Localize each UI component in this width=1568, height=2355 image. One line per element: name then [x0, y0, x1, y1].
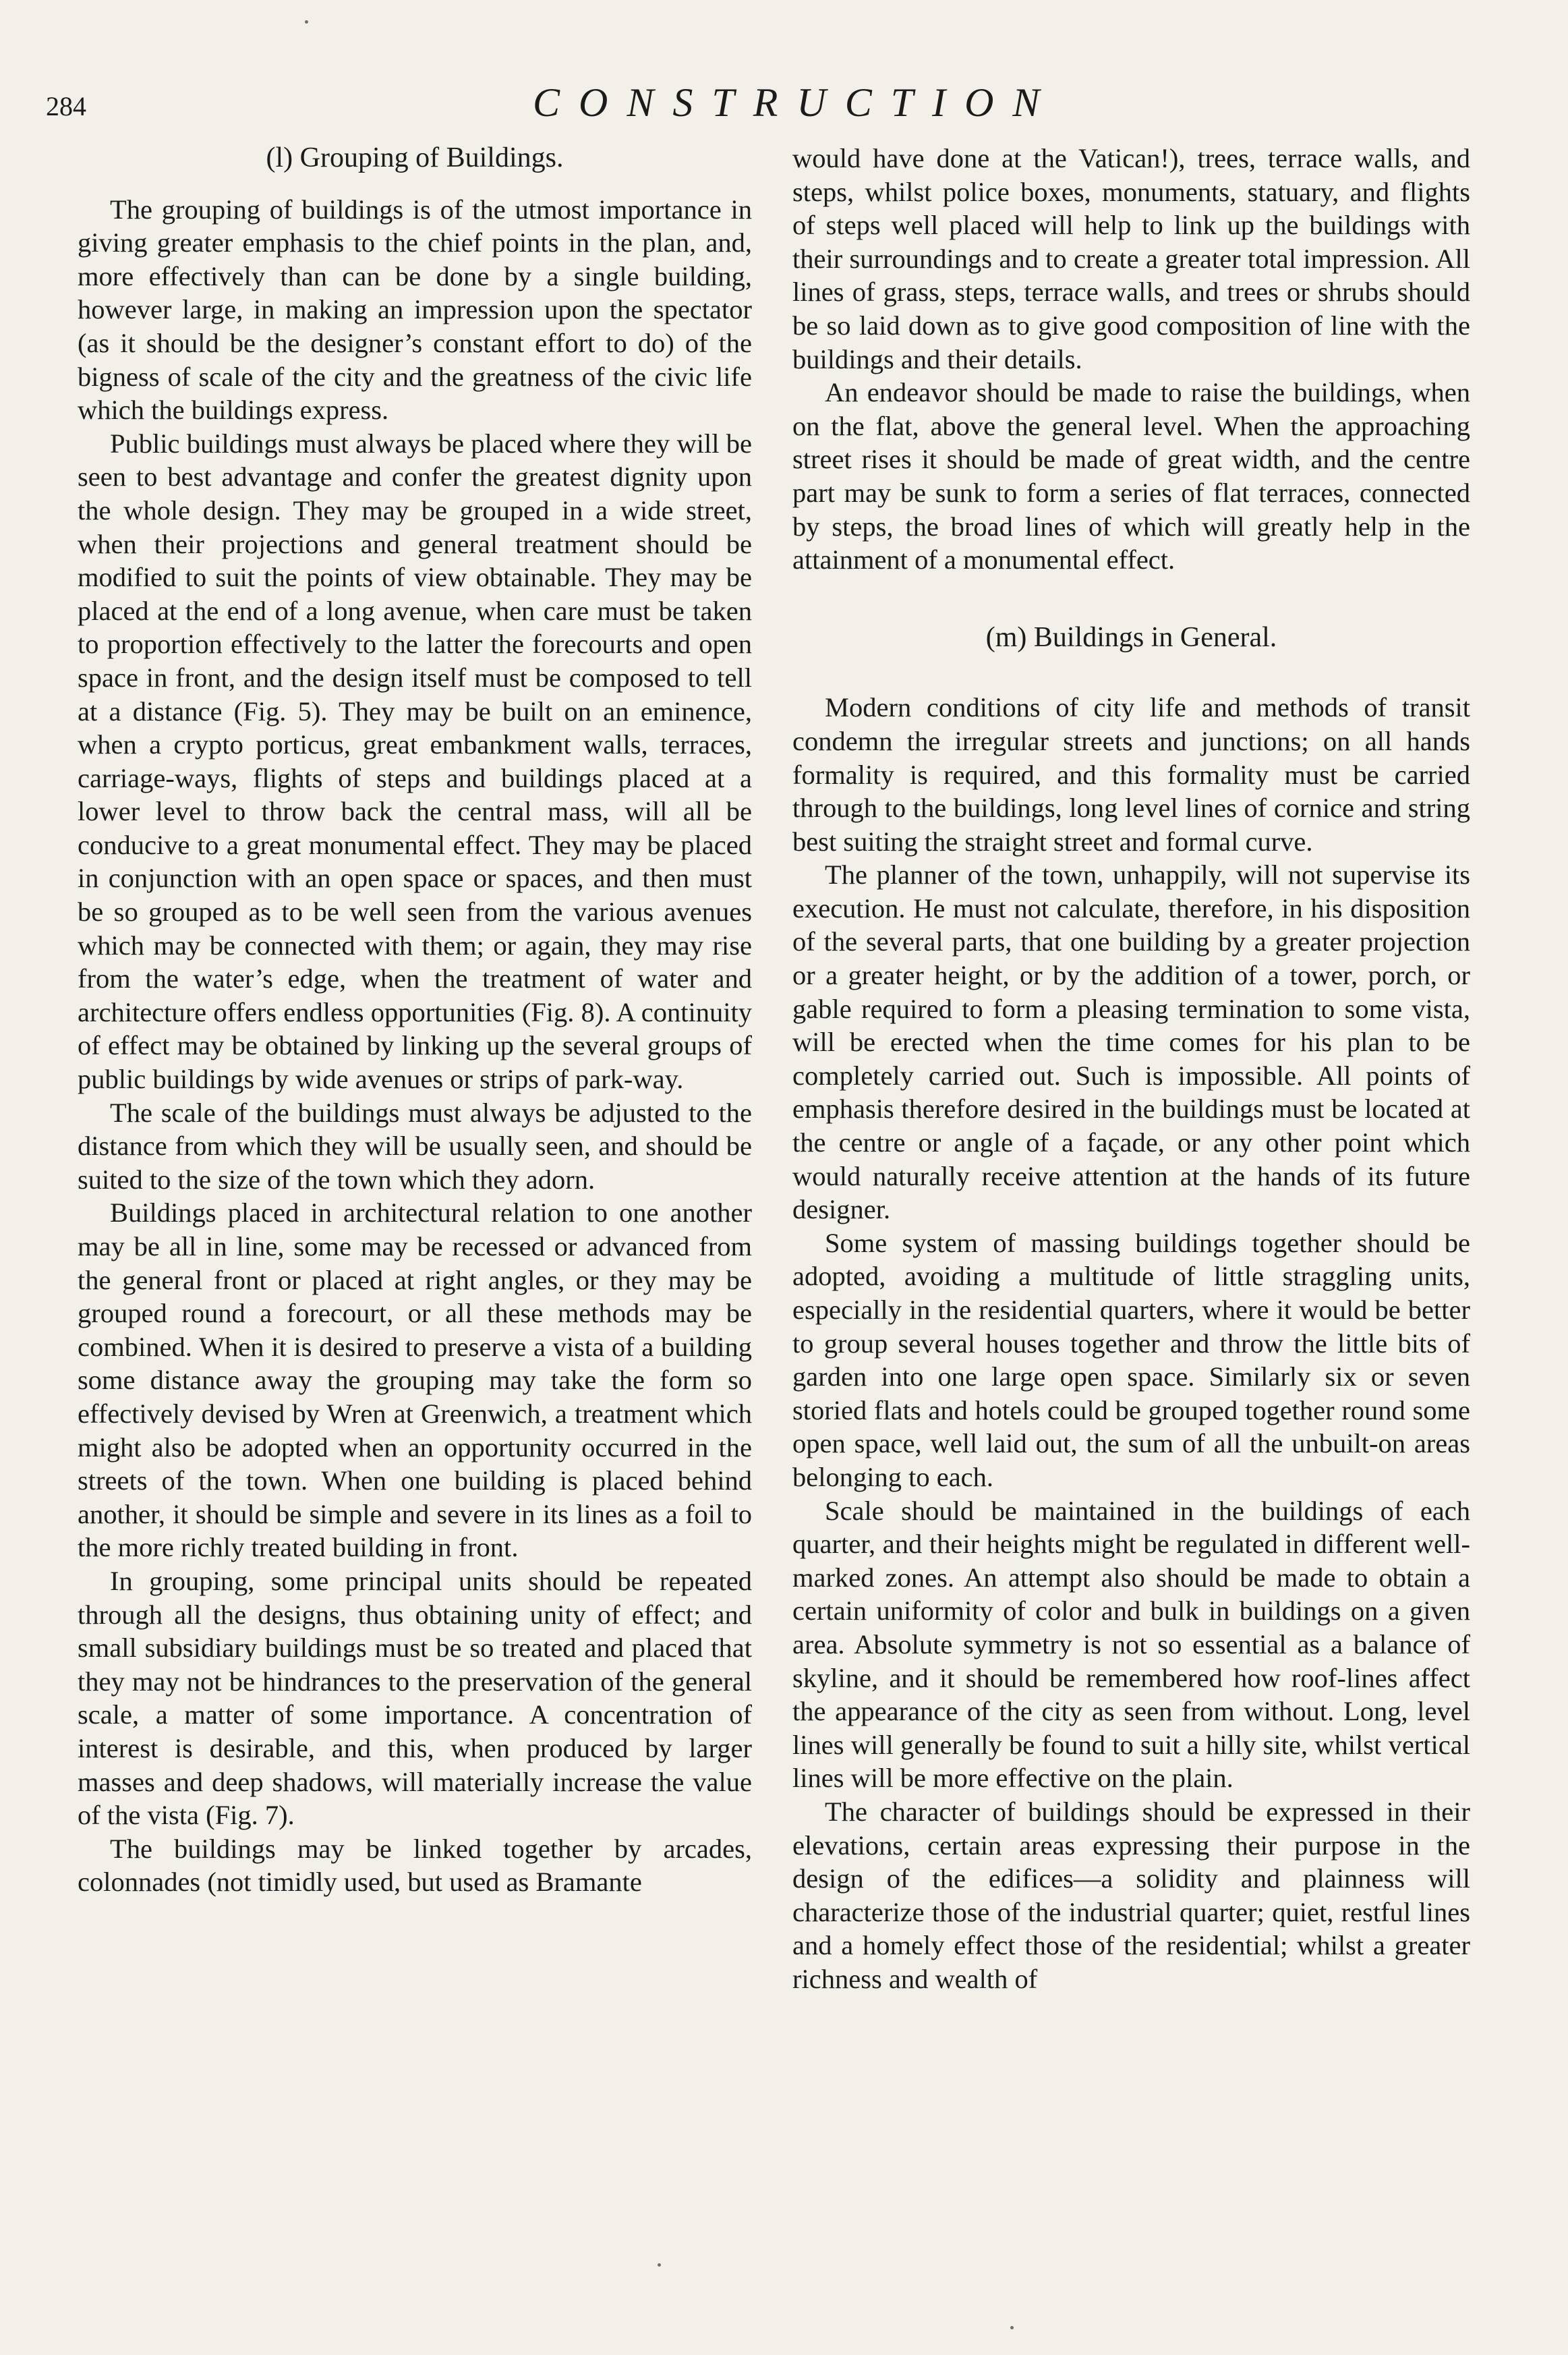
paragraph: Public buildings must always be placed where they will be seen to best advantage and confer the greatest dignity upon the whole design. They may be grouped in a wide street, when their projections and general treatment should be modified to suit the points of view obtainable. They may be placed at the end of a long avenue, when care must be taken to proportion effectively to the latter the forecourts and open space in front, and the design itself must be composed to tell at a distance (Fig. 5). They may be built on an eminence, when a crypto porticus, great embankment walls, terraces, carriage-ways, flights of steps and buildings placed at a lower level to throw back the central mass, will all be conducive to a great monumental effect. They may be placed in conjunction with an open space or spaces, and then must be so grouped as to be well seen from the various avenues which may be connected with them; or again, they may rise from the water’s edge, when the treatment of water and architecture offers endless opportunities (Fig. 8). A continuity of effect may be obtained by linking up the several groups of public buildings by wide avenues or strips of park-way. — [78, 428, 752, 1095]
paragraph: The buildings may be linked together by arcades, colonnades (not timidly used, but used as Bramante — [78, 1833, 752, 1898]
paragraph: An endeavor should be made to raise the buildings, when on the flat, above the general level. When the approaching street rises it should be made of great width, and the centre part may be sunk to form a series of flat terraces, connected by steps, the broad lines of which will greatly help in the attainment of a monumental effect. — [792, 377, 1470, 575]
paragraph: Modern conditions of city life and methods of transit condemn the irregular streets and junctions; on all hands formality is required, and this formality must be carried through to the buildings, long level lines of cornice and string best suiting the straight street and formal curve. — [792, 692, 1470, 857]
running-head: CONSTRUCTION — [533, 80, 1059, 125]
paragraph: Some system of massing buildings together should be adopted, avoiding a multitude of little straggling units, especially in the residential quarters, where it would be better to group several houses together and throw the little bits of garden into one large open space. Similarly six or seven storied flats and hotels could be grouped together round some open space, well laid out, the sum of all the unbuilt-on areas belonging to each. — [792, 1227, 1470, 1492]
page-number: 284 — [46, 91, 86, 121]
left-column — [78, 142, 752, 1899]
paragraph: In grouping, some principal units should be repeated through all the designs, thus obtaining unity of effect; and small subsidiary buildings must be so treated and placed that they may not be hindrances to the preservation of the general scale, a matter of some importance. A concentration of interest is desirable, and this, when produced by larger masses and deep shadows, will materially increase the value of the vista (Fig. 7). — [78, 1565, 752, 1831]
paragraph: would have done at the Vatican!), trees, terrace walls, and steps, whilst police boxes, monuments, statuary, and flights of steps well placed will help to link up the buildings with their surroundings and to create a greater total impression. All lines of grass, steps, terrace walls, and trees or shrubs should be so laid down as to give good composition of line with the buildings and their details. — [792, 143, 1470, 374]
paragraph: The planner of the town, unhappily, will not supervise its execution. He must not calculate, therefore, in his disposition of the several parts, that one building by a greater projection or a greater height, or by the addition of a tower, porch, or gable required to form a pleasing termination to some vista, will be erected when the time comes for his plan to be completely carried out. Such is impossible. All points of emphasis therefore desired in the buildings must be located at the centre or angle of a façade, or any other point which would naturally receive attention at the hands of its future designer. — [792, 859, 1470, 1225]
section-heading-general: (m) Buildings in General. — [985, 621, 1277, 653]
paragraph: The grouping of buildings is of the utmost importance in giving greater emphasis to the chief points in the plan, and, more effectively than can be done by a single building, however large, in making an impression upon the spectator (as it should be the designer’s constant effort to do) of the bigness of scale of the city and the greatness of the civic life which the buildings express. — [78, 194, 752, 426]
paragraph: Scale should be maintained in the buildings of each quarter, and their heights might be regulated in different well-marked zones. An attempt also should be made to obtain a certain uniformity of color and bulk in buildings on a given area. Absolute symmetry is not so essential as a balance of skyline, and it should be remembered how roof-lines affect the appearance of the city as seen from without. Long, level lines will generally be found to suit a hilly site, whilst vertical lines will be more effective on the plain. — [792, 1495, 1470, 1794]
paragraph: Buildings placed in architectural relation to one another may be all in line, some may be recessed or advanced from the general front or placed at right angles, or they may be grouped round a forecourt, or all these methods may be combined. When it is desired to preserve a vista of a building some distance away the grouping may take the form so effectively devised by Wren at Greenwich, a treatment which might also be adopted when an opportunity occurred in the streets of the town. When one building is placed behind another, it should be simple and severe in its lines as a foil to the more richly treated building in front. — [78, 1197, 752, 1563]
paragraph: The character of buildings should be expressed in their elevations, certain areas expressing their purpose in the design of the edifices—a solidity and plainness will characterize those of the industrial quarter; quiet, restful lines and a homely effect those of the residential; whilst a greater richness and wealth of — [792, 1796, 1470, 1994]
right-column — [792, 142, 1470, 1995]
paragraph: The scale of the buildings must always be adjusted to the distance from which they will be usually seen, and should be suited to the size of the town which they adorn. — [78, 1097, 752, 1195]
scan-speck — [658, 2263, 661, 2267]
scan-speck — [1010, 2326, 1014, 2329]
scan-speck — [305, 20, 308, 24]
section-heading-grouping: (l) Grouping of Buildings. — [266, 142, 564, 173]
